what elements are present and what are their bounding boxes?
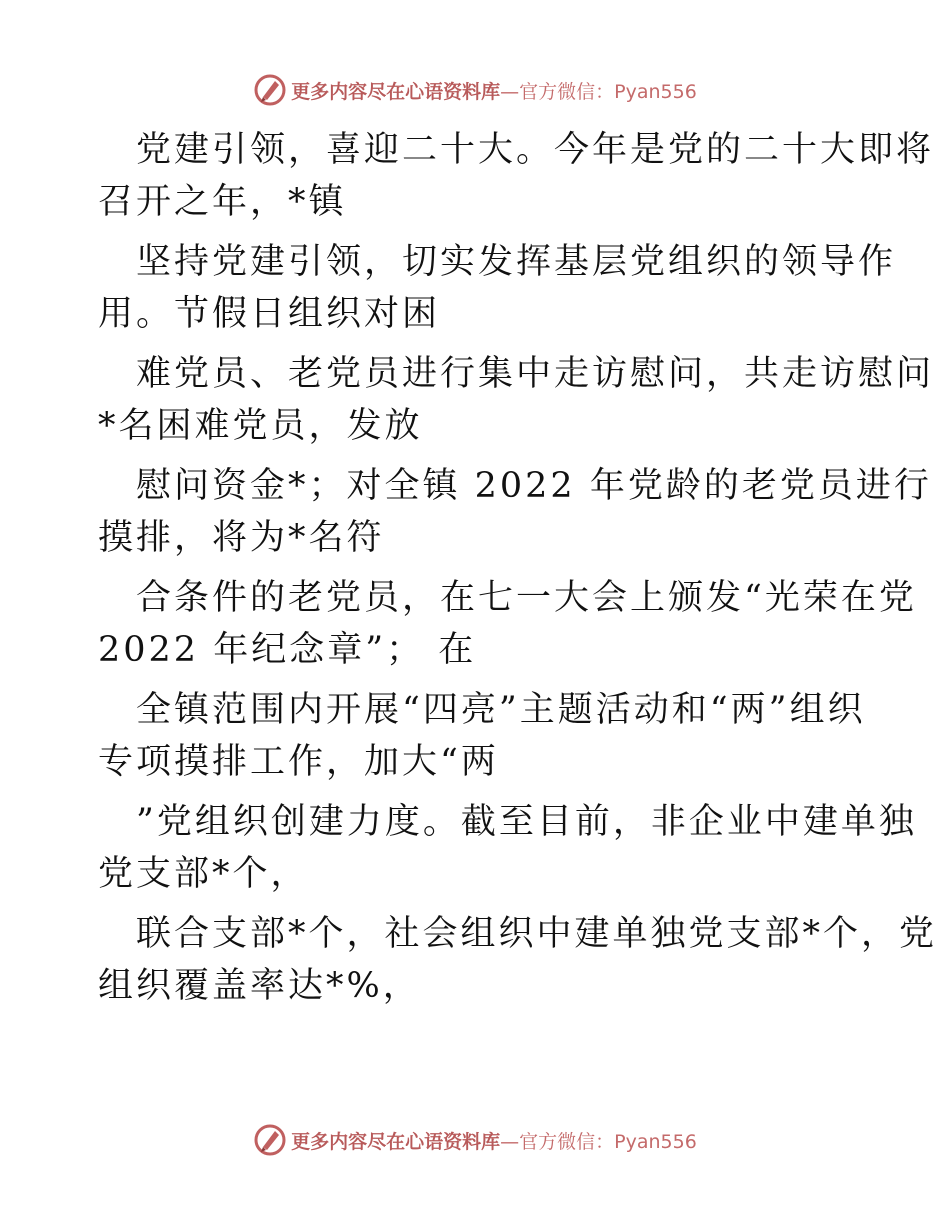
watermark-text: 更多内容尽在心语资料库—官方微信：Pyan556	[291, 1130, 697, 1153]
paragraph-4: 慰问资金*；对全镇 2022 年党龄的老党员进行 摸排，将为*名符	[98, 466, 932, 558]
paragraph-7: ”党组织创建力度。截至目前，非企业中建单独 党支部*个，	[98, 802, 917, 894]
paragraph-2: 坚持党建引领，切实发挥基层党组织的领导作 用。节假日组织对困	[98, 242, 897, 334]
paragraph-6: 全镇范围内开展“四亮”主题活动和“两”组织 专项摸排工作，加大“两	[98, 690, 866, 782]
paragraph-3: 难党员、老党员进行集中走访慰问，共走访慰问 *名困难党员，发放	[98, 354, 935, 446]
header-watermark	[0, 70, 950, 110]
paragraph-5: 合条件的老党员，在七一大会上颁发“光荣在党 2022 年纪念章”； 在	[98, 578, 917, 670]
document-body	[98, 124, 938, 1020]
watermark-text: 更多内容尽在心语资料库—官方微信：Pyan556	[291, 80, 697, 103]
paragraph-1: 党建引领，喜迎二十大。今年是党的二十大即将 召开之年，*镇	[98, 130, 935, 222]
footer-watermark	[0, 1120, 950, 1160]
paragraph-8: 联合支部*个，社会组织中建单独党支部*个，党 组织覆盖率达*%，	[98, 914, 938, 1006]
pen-nib-icon	[253, 1123, 287, 1157]
pen-nib-icon	[253, 73, 287, 107]
